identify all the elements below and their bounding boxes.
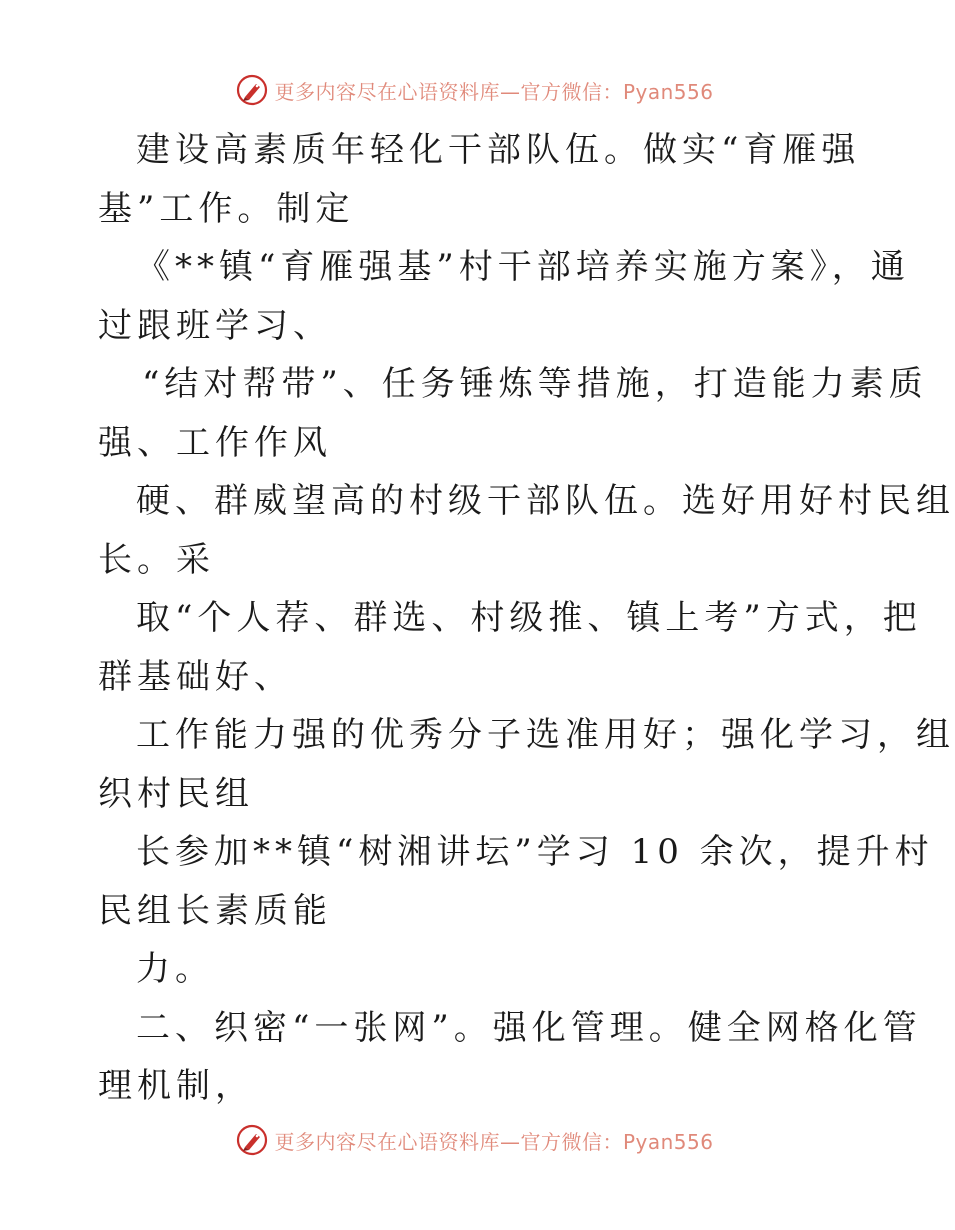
footer-banner-text: 更多内容尽在心语资料库—官方微信：Pyan556 [274, 1129, 714, 1154]
document-body [98, 121, 955, 1116]
body-line: 力。 [136, 949, 214, 989]
body-line: 强、工作作风 [98, 422, 332, 463]
header-banner [0, 70, 950, 110]
header-banner-text: 更多内容尽在心语资料库—官方微信：Pyan556 [274, 79, 714, 104]
body-line: 群基础好、 [98, 656, 293, 697]
pen-nib-logo-icon [236, 1124, 268, 1156]
body-line: 过跟班学习、 [98, 305, 332, 346]
body-line: 《**镇“育雁强基”村干部培养实施方案》，通 [136, 247, 910, 287]
footer-banner [0, 1120, 950, 1160]
body-line: 工作能力强的优秀分子选准用好；强化学习，组 [136, 715, 955, 755]
body-line: 长。采 [98, 539, 215, 580]
body-line: 硬、群威望高的村级干部队伍。选好用好村民组 [136, 481, 955, 521]
body-line: 建设高素质年轻化干部队伍。做实“育雁强 [136, 130, 861, 170]
body-line: 基”工作。制定 [98, 188, 355, 229]
body-line: “结对帮带”、任务锤炼等措施，打造能力素质 [142, 364, 928, 404]
body-line: 二、织密“一张网”。强化管理。健全网格化管 [136, 1007, 922, 1048]
body-line: 长参加**镇“树湘讲坛”学习 10 余次，提升村 [136, 832, 934, 872]
body-line: 民组长素质能 [98, 890, 332, 931]
body-line: 理机制， [98, 1066, 254, 1106]
body-line: 织村民组 [98, 773, 254, 814]
pen-nib-logo-icon [236, 74, 268, 106]
body-line: 取“个人荐、群选、村级推、镇上考”方式，把 [136, 598, 922, 638]
